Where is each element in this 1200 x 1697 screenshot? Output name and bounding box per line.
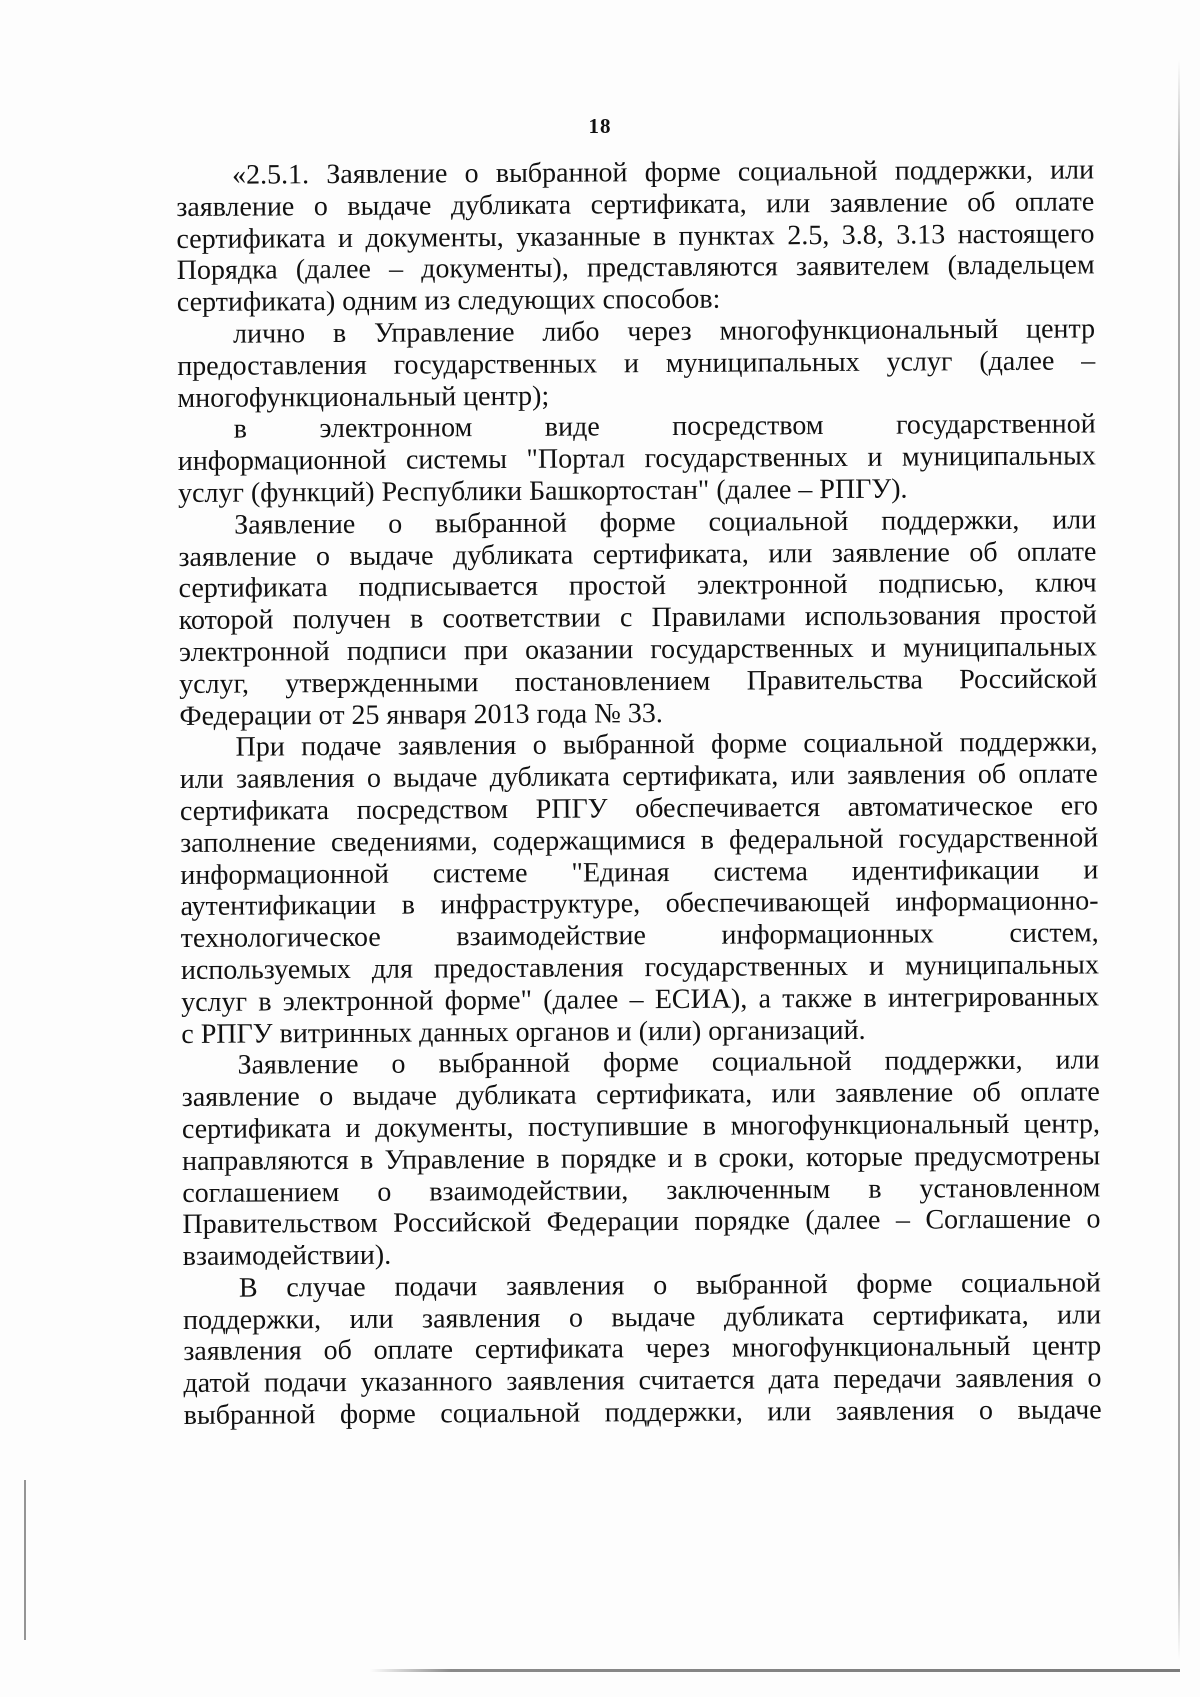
scan-edge-right xyxy=(1178,60,1180,1660)
text-line: в электронном виде посредством государственной xyxy=(233,408,1096,446)
text-line: В случае подачи заявления о выбранной форме социальной xyxy=(238,1267,1101,1304)
text-line: информационной системе "Единая система идентификации и xyxy=(180,853,1099,891)
text-line: многофункциональный центр); xyxy=(177,380,550,414)
text-line: поддержки, или заявления о выдаче дубликата сертификата, или xyxy=(182,1299,1102,1336)
text-line: используемых для предоставления государственных и муниципальных xyxy=(180,949,1100,986)
text-line: заявление о выдаче дубликата сертификата, или заявление об оплате xyxy=(178,535,1097,573)
text-line: соглашением о взаимодействии, заключенным в установленном xyxy=(182,1171,1101,1209)
text-line: Федерации от 25 января 2013 года № 33. xyxy=(179,697,663,732)
text-line: сертификата подписывается простой электронной подписью, ключ xyxy=(178,567,1097,605)
text-line: выбранной форме социальной поддержки, или заявления о выдаче xyxy=(183,1394,1102,1432)
text-line: электронной подписи при оказании государственных и муниципальных xyxy=(178,631,1098,668)
text-line: аутентификации в инфраструктуре, обеспечивающей информационно- xyxy=(180,885,1099,923)
text-line: сертификата и документы, поступившие в многофункциональный центр, xyxy=(181,1108,1100,1145)
paragraph xyxy=(181,1045,1100,1273)
paragraph xyxy=(178,504,1097,732)
text-line: сертификата посредством РПГУ обеспечивается автоматическое его xyxy=(179,790,1099,827)
text-line: или заявления о выдаче дубликата сертификата, или заявления об оплате xyxy=(179,758,1098,796)
paragraph xyxy=(178,409,1097,510)
paragraph xyxy=(177,313,1096,414)
text-line: Заявление о выбранной форме социальной поддержки, или xyxy=(234,504,1097,541)
text-line: заявления об оплате сертификата через многофункциональный центр xyxy=(183,1330,1102,1368)
paragraph xyxy=(183,1267,1102,1432)
paragraph xyxy=(176,154,1095,319)
text-line: технологическое взаимодействие информационных систем, xyxy=(180,917,1099,955)
text-line: Заявление о выбранной форме социальной поддержки, или xyxy=(237,1044,1100,1081)
text-line: При подаче заявления о выбранной форме социальной поддержки, xyxy=(235,726,1098,763)
text-line: услуг в электронной форме" (далее – ЕСИА), а также в интегрированных xyxy=(181,981,1100,1018)
text-line: Порядка (далее – документы), представляются заявителем (владельцем xyxy=(176,249,1095,287)
text-line: с РПГУ витринных данных органов и (или) организаций. xyxy=(181,1014,866,1050)
scan-edge-left xyxy=(24,1480,26,1640)
text-line: направляются в Управление в порядке и в сроки, которые предусмотрены xyxy=(182,1140,1101,1177)
text-line: сертификата) одним из следующих способов: xyxy=(176,283,721,319)
text-line: заявление о выдаче дубликата сертификата, или заявление об оплате xyxy=(181,1076,1100,1114)
text-line: «2.5.1. Заявление о выбранной форме социальной поддержки, или xyxy=(231,154,1095,191)
text-line: услуг, утвержденными постановлением Правительства Российской xyxy=(179,663,1098,700)
text-line: которой получен в соответствии с Правилами использования простой xyxy=(178,599,1097,637)
text-line: предоставления государственных и муниципальных услуг (далее – xyxy=(177,345,1096,382)
paragraph xyxy=(179,727,1099,1051)
scan-edge-bottom xyxy=(370,1669,1180,1672)
document-body xyxy=(176,154,1102,1431)
page-number: 18 xyxy=(588,114,612,138)
text-line: лично в Управление либо через многофункциональный центр xyxy=(232,313,1096,350)
text-line: Правительством Российской Федерации порядке (далее – Соглашение о xyxy=(182,1203,1101,1241)
text-line: сертификата и документы, указанные в пунктах 2.5, 3.8, 3.13 настоящего xyxy=(176,217,1095,255)
text-line: заявление о выдаче дубликата сертификата, или заявление об оплате xyxy=(176,186,1095,223)
text-line: информационной системы "Портал государственных и муниципальных xyxy=(177,440,1096,478)
text-line: датой подачи указанного заявления считается дата передачи заявления о xyxy=(183,1362,1102,1400)
text-line: услуг (функций) Республики Башкортостан" (далее – РПГУ). xyxy=(177,473,908,509)
text-line: заполнение сведениями, содержащимися в федеральной государственной xyxy=(180,822,1099,859)
text-line: взаимодействии). xyxy=(182,1239,392,1273)
